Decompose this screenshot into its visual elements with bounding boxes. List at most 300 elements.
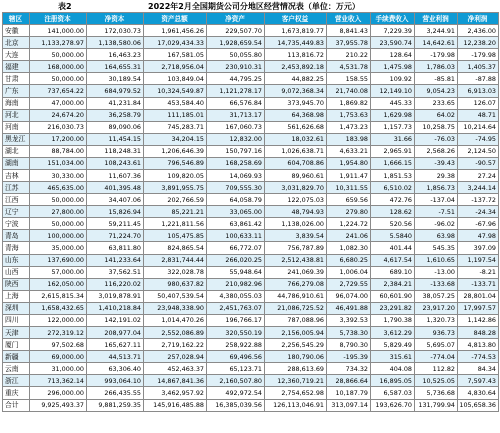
value-cell: 2,124.50: [458, 145, 499, 157]
value-cell: 1,856.73: [415, 182, 458, 194]
table-row: [3, 194, 499, 206]
value-cell: 545.35: [415, 242, 458, 254]
value-cell: 202,766.59: [144, 194, 207, 206]
value-cell: 4,830.64: [458, 387, 499, 399]
table-row: [3, 25, 499, 37]
value-cell: 31.66: [371, 133, 415, 145]
table-row: [3, 49, 499, 61]
value-cell: 709,555.30: [207, 182, 265, 194]
table-row: [3, 73, 499, 85]
value-cell: 1,082.30: [327, 242, 371, 254]
value-cell: 796,546.89: [144, 157, 207, 169]
value-cell: 745,283.71: [144, 121, 207, 133]
value-cell: -133.68: [415, 278, 458, 290]
value-cell: 34,204.15: [144, 133, 207, 145]
value-cell: 288,613.69: [265, 363, 327, 375]
value-cell: 16,895.05: [371, 375, 415, 387]
table-body: [3, 25, 499, 412]
value-cell: -133.71: [458, 278, 499, 290]
table-row: [3, 327, 499, 339]
region-cell: 福建: [3, 61, 30, 73]
value-cell: 193,626.70: [371, 399, 415, 411]
value-cell: 322,028.78: [144, 266, 207, 278]
value-cell: 48,794.93: [265, 206, 327, 218]
value-cell: -90.57: [458, 157, 499, 169]
value-cell: 180,790.06: [265, 351, 327, 363]
value-cell: 1,786.03: [415, 61, 458, 73]
value-cell: -774.53: [458, 351, 499, 363]
value-cell: -85.81: [415, 73, 458, 85]
value-cell: 659.56: [327, 194, 371, 206]
value-cell: 2,512,438.81: [265, 254, 327, 266]
region-cell: 陕西: [3, 278, 30, 290]
value-cell: 2,965.91: [371, 145, 415, 157]
value-cell: 2,451,763.07: [207, 302, 265, 314]
value-cell: 89,090.06: [87, 121, 144, 133]
value-cell: 980,637.82: [144, 278, 207, 290]
value-cell: 158.55: [327, 73, 371, 85]
value-cell: 12,238.20: [458, 37, 499, 49]
value-cell: 109.92: [371, 73, 415, 85]
value-cell: 17,200.00: [30, 133, 87, 145]
value-cell: 37,955.78: [327, 37, 371, 49]
value-cell: 1,869.82: [327, 97, 371, 109]
value-cell: 2,754,652.98: [265, 387, 327, 399]
value-cell: 397.09: [458, 242, 499, 254]
value-cell: 689.10: [371, 266, 415, 278]
value-cell: 69,496.56: [207, 351, 265, 363]
value-cell: 266,435.55: [87, 387, 144, 399]
value-cell: 65,123.71: [207, 363, 265, 375]
value-cell: 1,911.47: [327, 170, 371, 182]
value-cell: 64,368.98: [265, 109, 327, 121]
value-cell: 5.5840: [371, 230, 415, 242]
value-cell: 164,655.31: [87, 61, 144, 73]
table-row: [3, 182, 499, 194]
value-cell: 737,654.22: [30, 85, 87, 97]
value-cell: 2,384.21: [371, 278, 415, 290]
value-cell: 1,006.04: [327, 266, 371, 278]
value-cell: 320,550.19: [207, 327, 265, 339]
value-cell: 2,718,956.04: [144, 61, 207, 73]
value-cell: 1,410,218.84: [87, 302, 144, 314]
value-cell: 8,841.43: [327, 25, 371, 37]
value-cell: 7,597.43: [458, 375, 499, 387]
value-cell: 734.32: [327, 363, 371, 375]
value-cell: 168,258.69: [207, 157, 265, 169]
value-cell: -13.00: [415, 266, 458, 278]
value-cell: 44,513.71: [87, 351, 144, 363]
value-cell: 137,690.00: [30, 254, 87, 266]
value-cell: 2,436.00: [458, 25, 499, 37]
value-cell: 1,658,432.65: [30, 302, 87, 314]
region-cell: 上海: [3, 290, 30, 302]
value-cell: 1,629.98: [371, 109, 415, 121]
value-cell: 14,867,841.36: [144, 375, 207, 387]
column-header: 手续费收入: [371, 13, 415, 25]
region-cell: 云南: [3, 363, 30, 375]
value-cell: 208,977.04: [87, 327, 144, 339]
region-cell: 四川: [3, 314, 30, 326]
value-cell: 3,612.29: [371, 327, 415, 339]
value-cell: -179.98: [415, 49, 458, 61]
value-cell: 3,392.53: [327, 314, 371, 326]
value-cell: 35,000.00: [30, 242, 87, 254]
value-cell: 258,922.88: [207, 339, 265, 351]
value-cell: 1,673,819.77: [265, 25, 327, 37]
value-cell: 2,729.55: [327, 278, 371, 290]
value-cell: 1,026,638.71: [265, 145, 327, 157]
value-cell: 1,221,811.56: [144, 218, 207, 230]
value-cell: -179.98: [458, 49, 499, 61]
value-cell: 1,475.98: [371, 61, 415, 73]
value-cell: 1,753.63: [327, 109, 371, 121]
value-cell: 241.06: [327, 230, 371, 242]
value-cell: 824,865.54: [144, 242, 207, 254]
region-cell: 山西: [3, 266, 30, 278]
value-cell: 3,244.14: [458, 182, 499, 194]
value-cell: 151,034.00: [30, 157, 87, 169]
region-cell: 湖北: [3, 145, 30, 157]
table-row: [3, 97, 499, 109]
value-cell: 63,306.40: [87, 363, 144, 375]
value-cell: 122,075.03: [265, 194, 327, 206]
value-cell: 373,945.70: [265, 97, 327, 109]
value-cell: 31,000.00: [30, 363, 87, 375]
value-cell: 401,395.48: [87, 182, 144, 194]
value-cell: -87.88: [458, 73, 499, 85]
value-cell: 63,861.42: [207, 218, 265, 230]
region-cell: 深圳: [3, 302, 30, 314]
total-row: [3, 399, 499, 411]
table-row: [3, 61, 499, 73]
table-row: [3, 387, 499, 399]
value-cell: 1,138,026.00: [265, 218, 327, 230]
value-cell: 1,197.54: [458, 254, 499, 266]
table-row: [3, 351, 499, 363]
value-cell: 97,502.68: [30, 339, 87, 351]
value-cell: 766,279.08: [265, 278, 327, 290]
column-header: 客户权益: [265, 13, 327, 25]
value-cell: 118,248.31: [87, 145, 144, 157]
column-header: 辖区: [3, 13, 30, 25]
value-cell: 1,133,278.97: [30, 37, 87, 49]
value-cell: 100,633.11: [207, 230, 265, 242]
value-cell: 33,065.00: [207, 206, 265, 218]
value-cell: 28,866.64: [327, 375, 371, 387]
table-row: [3, 230, 499, 242]
value-cell: 3,891,955.75: [144, 182, 207, 194]
table-row: [3, 85, 499, 97]
value-cell: 604,708.86: [265, 157, 327, 169]
value-cell: 14,069.93: [207, 170, 265, 182]
value-cell: 17,997.57: [458, 302, 499, 314]
value-cell: 17,029,434.33: [144, 37, 207, 49]
table-row: [3, 363, 499, 375]
column-header: 营业利润: [415, 13, 458, 25]
value-cell: 1,014,470.26: [144, 314, 207, 326]
column-header: 营业收入: [327, 13, 371, 25]
region-cell: 甘肃: [3, 73, 30, 85]
value-cell: 88,784.00: [30, 145, 87, 157]
table-header-row: [3, 13, 499, 25]
value-cell: -774.04: [415, 351, 458, 363]
value-cell: -67.96: [458, 218, 499, 230]
value-cell: 27.24: [458, 170, 499, 182]
value-cell: 9,072,368.34: [265, 85, 327, 97]
table-number-label: 表2: [58, 2, 72, 11]
value-cell: 684,979.52: [87, 85, 144, 97]
value-cell: 1,666.15: [371, 157, 415, 169]
value-cell: 4,633.21: [327, 145, 371, 157]
value-cell: 7,229.39: [371, 25, 415, 37]
table-row: [3, 339, 499, 351]
value-cell: -24.34: [458, 206, 499, 218]
value-cell: 452,463.37: [144, 363, 207, 375]
region-cell: 天津: [3, 327, 30, 339]
value-cell: 122,000.00: [30, 314, 87, 326]
value-cell: 50,055.80: [207, 49, 265, 61]
value-cell: 1,610.65: [415, 254, 458, 266]
value-cell: 210.22: [327, 49, 371, 61]
value-cell: 37,562.51: [87, 266, 144, 278]
value-cell: 4,813.80: [458, 339, 499, 351]
value-cell: 756,787.89: [265, 242, 327, 254]
region-cell: 青岛: [3, 230, 30, 242]
value-cell: 116,220.02: [87, 278, 144, 290]
table-row: [3, 133, 499, 145]
value-cell: 12,360,719.21: [265, 375, 327, 387]
value-cell: 3,019,878.91: [87, 290, 144, 302]
value-cell: 561,626.68: [265, 121, 327, 133]
regional-operations-table: [2, 12, 499, 412]
table-row: [3, 121, 499, 133]
value-cell: 23,590.74: [371, 37, 415, 49]
value-cell: 5,829.49: [371, 339, 415, 351]
value-cell: 141,000.00: [30, 25, 87, 37]
value-cell: 38,057.25: [415, 290, 458, 302]
value-cell: 1,142.86: [458, 314, 499, 326]
value-cell: 28,801.04: [458, 290, 499, 302]
value-cell: 453,584.40: [144, 97, 207, 109]
value-cell: 445.33: [371, 97, 415, 109]
value-cell: 48.71: [458, 109, 499, 121]
value-cell: 63,811.80: [87, 242, 144, 254]
value-cell: -195.39: [327, 351, 371, 363]
value-cell: -8.21: [458, 266, 499, 278]
value-cell: 10,324,549.87: [144, 85, 207, 97]
region-cell: 河南: [3, 121, 30, 133]
value-cell: 21,086,725.52: [265, 302, 327, 314]
value-cell: 404.08: [371, 363, 415, 375]
table-title: 2022年2月全国期货公司分地区经营情况表（单位：万元）: [148, 2, 360, 11]
value-cell: 1,405.37: [458, 61, 499, 73]
value-cell: 18,032.61: [265, 133, 327, 145]
value-cell: 112.82: [415, 363, 458, 375]
value-cell: -76.03: [415, 133, 458, 145]
value-cell: 465,635.00: [30, 182, 87, 194]
value-cell: 233.65: [415, 97, 458, 109]
value-cell: 272,319.12: [30, 327, 87, 339]
value-cell: 15,826.94: [87, 206, 144, 218]
value-cell: 44,882.25: [265, 73, 327, 85]
table-row: [3, 242, 499, 254]
value-cell: 113,816.72: [265, 49, 327, 61]
column-header: 净资产: [207, 13, 265, 25]
value-cell: 12,149.10: [371, 85, 415, 97]
value-cell: 9,881,259.35: [87, 399, 144, 411]
value-cell: 3,031,829.70: [265, 182, 327, 194]
value-cell: 492,972.54: [207, 387, 265, 399]
value-cell: 11,454.15: [87, 133, 144, 145]
value-cell: 21,740.08: [327, 85, 371, 97]
region-cell: 辽宁: [3, 206, 30, 218]
region-cell: 大连: [3, 49, 30, 61]
value-cell: 401.44: [371, 242, 415, 254]
value-cell: 142,191.02: [87, 314, 144, 326]
value-cell: -137.04: [415, 194, 458, 206]
value-cell: 1,790.38: [371, 314, 415, 326]
value-cell: 6,913.03: [458, 85, 499, 97]
value-cell: 1,206,646.39: [144, 145, 207, 157]
table-row: [3, 375, 499, 387]
value-cell: 2,156,005.94: [265, 327, 327, 339]
value-cell: 167,060.73: [207, 121, 265, 133]
value-cell: 4,531.78: [327, 61, 371, 73]
value-cell: 27,800.00: [30, 206, 87, 218]
region-cell: 吉林: [3, 170, 30, 182]
value-cell: 3,839.54: [265, 230, 327, 242]
value-cell: 6,680.25: [327, 254, 371, 266]
value-cell: 2,160,507.80: [207, 375, 265, 387]
value-cell: 47,000.00: [30, 97, 87, 109]
region-cell: 黑龙江: [3, 133, 30, 145]
region-cell: 合计: [3, 399, 30, 411]
value-cell: 167,581.05: [144, 49, 207, 61]
value-cell: 230,910.31: [207, 61, 265, 73]
value-cell: 279.80: [327, 206, 371, 218]
value-cell: 229,507.70: [207, 25, 265, 37]
table-row: [3, 302, 499, 314]
value-cell: 848.28: [458, 327, 499, 339]
value-cell: 109,820.05: [144, 170, 207, 182]
value-cell: -39.43: [415, 157, 458, 169]
value-cell: 44,786,910.61: [265, 290, 327, 302]
value-cell: -137.72: [458, 194, 499, 206]
value-cell: 10,311.55: [327, 182, 371, 194]
region-cell: 海南: [3, 97, 30, 109]
region-cell: 湖南: [3, 157, 30, 169]
region-cell: 江苏: [3, 182, 30, 194]
value-cell: 6,510.02: [371, 182, 415, 194]
value-cell: 172,030.73: [87, 25, 144, 37]
value-cell: 4,380,055.03: [207, 290, 265, 302]
value-cell: 520.56: [371, 218, 415, 230]
column-header: 注册资本: [30, 13, 87, 25]
value-cell: 44,795.25: [207, 73, 265, 85]
value-cell: 296,000.00: [30, 387, 87, 399]
value-cell: 50,000.00: [30, 194, 87, 206]
value-cell: -7.51: [415, 206, 458, 218]
value-cell: 713,362.14: [30, 375, 87, 387]
value-cell: 66,772.07: [207, 242, 265, 254]
value-cell: 131,799.94: [415, 399, 458, 411]
value-cell: 89,960.61: [265, 170, 327, 182]
value-cell: 3,462,957.92: [144, 387, 207, 399]
value-cell: 4,617.54: [371, 254, 415, 266]
value-cell: 5,736.68: [415, 387, 458, 399]
region-cell: 新疆: [3, 351, 30, 363]
column-header: 净资本: [87, 13, 144, 25]
value-cell: 108,243.61: [87, 157, 144, 169]
table-row: [3, 266, 499, 278]
value-cell: 14,735,449.83: [265, 37, 327, 49]
value-cell: 105,475.85: [144, 230, 207, 242]
value-cell: 241,069.39: [265, 266, 327, 278]
value-cell: 5,695.07: [415, 339, 458, 351]
value-cell: 36,258.79: [87, 109, 144, 121]
column-header: 净利润: [458, 13, 499, 25]
value-cell: 2,256,545.29: [265, 339, 327, 351]
value-cell: 936.73: [415, 327, 458, 339]
region-cell: 厦门: [3, 339, 30, 351]
value-cell: 50,000.00: [30, 218, 87, 230]
table-row: [3, 314, 499, 326]
value-cell: 196,766.17: [207, 314, 265, 326]
value-cell: 1,224.72: [327, 218, 371, 230]
value-cell: 14,642.61: [415, 37, 458, 49]
value-cell: 2,831,744.44: [144, 254, 207, 266]
value-cell: 128.62: [371, 206, 415, 218]
value-cell: 30,330.00: [30, 170, 87, 182]
value-cell: -96.02: [415, 218, 458, 230]
table-row: [3, 145, 499, 157]
value-cell: 24,674.20: [30, 109, 87, 121]
value-cell: 2,552,086.89: [144, 327, 207, 339]
value-cell: -74.95: [458, 133, 499, 145]
value-cell: 84.34: [458, 363, 499, 375]
table-row: [3, 290, 499, 302]
value-cell: 16,463.23: [87, 49, 144, 61]
region-cell: 北京: [3, 37, 30, 49]
region-cell: 安徽: [3, 25, 30, 37]
region-cell: 浙江: [3, 375, 30, 387]
value-cell: 12,832.00: [207, 133, 265, 145]
value-cell: 2,568.26: [415, 145, 458, 157]
region-cell: 宁波: [3, 218, 30, 230]
value-cell: 1,851.53: [371, 170, 415, 182]
value-cell: 257,028.94: [144, 351, 207, 363]
value-cell: 1,157.73: [371, 121, 415, 133]
value-cell: 64,058.79: [207, 194, 265, 206]
value-cell: 55,948.64: [207, 266, 265, 278]
value-cell: 59,211.45: [87, 218, 144, 230]
value-cell: 57,000.00: [30, 266, 87, 278]
value-cell: 10,258.75: [415, 121, 458, 133]
region-cell: 河北: [3, 109, 30, 121]
value-cell: 29.38: [415, 170, 458, 182]
table-row: [3, 278, 499, 290]
value-cell: 1,320.73: [415, 314, 458, 326]
value-cell: 183.98: [327, 133, 371, 145]
table-caption: [0, 0, 500, 12]
value-cell: 3,244.91: [415, 25, 458, 37]
value-cell: 23,948,338.90: [144, 302, 207, 314]
value-cell: 105,658.36: [458, 399, 499, 411]
region-cell: 青海: [3, 242, 30, 254]
value-cell: 126,113,046.91: [265, 399, 327, 411]
value-cell: 71,224.70: [87, 230, 144, 242]
